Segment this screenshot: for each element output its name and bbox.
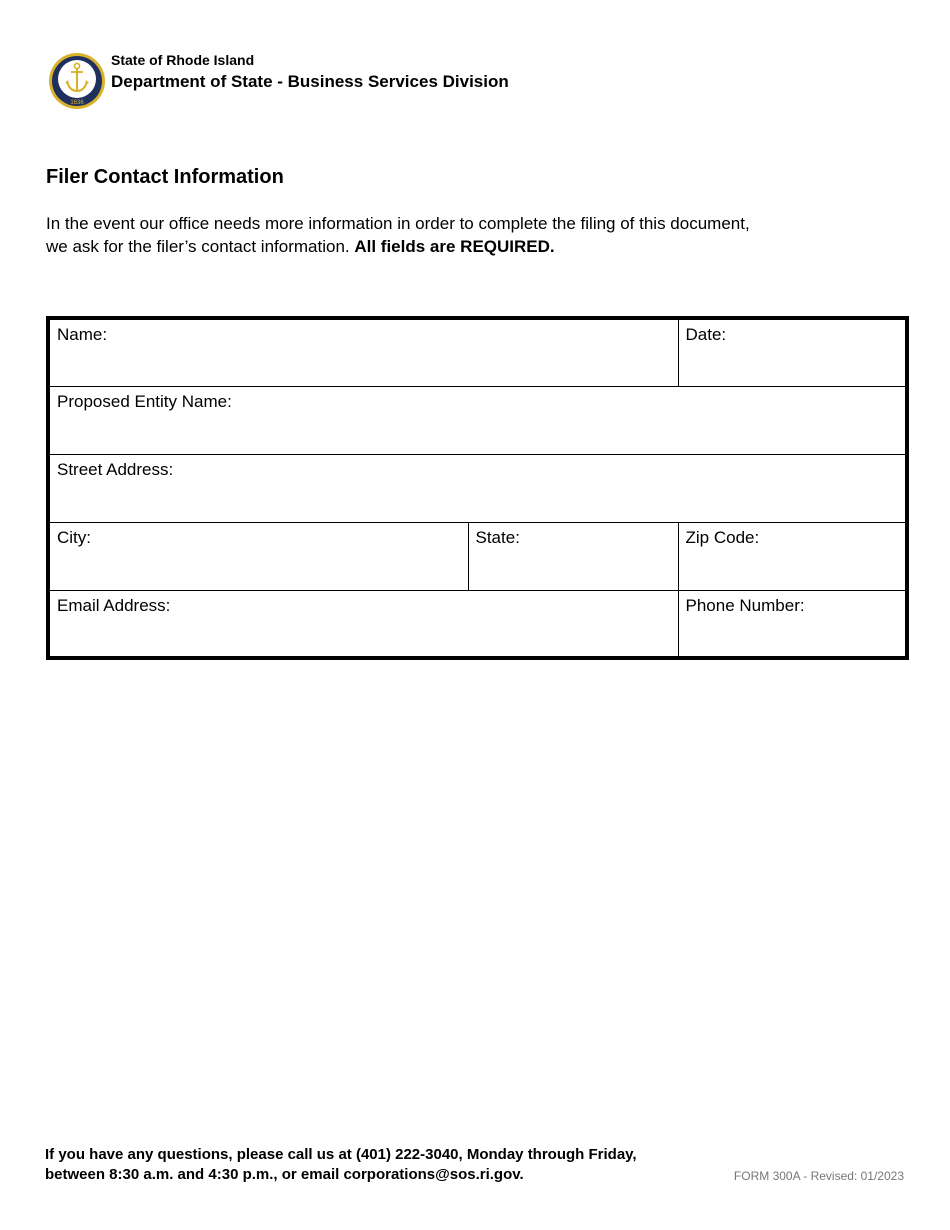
- form-row-name: [48, 318, 907, 386]
- intro-text: In the event our office needs more information in order to complete the filing of this document, we ask for the filer’s contact information.: [46, 214, 750, 256]
- department-name: Department of State - Business Services Division: [111, 72, 509, 91]
- form-row-city: [48, 522, 907, 590]
- seal-year: 1636: [70, 100, 84, 106]
- name-field[interactable]: [48, 318, 678, 386]
- page-header: [48, 52, 509, 110]
- state-label: State:: [475, 527, 520, 547]
- entity-name-label: Proposed Entity Name:: [57, 391, 232, 411]
- footer-contact-note: [45, 1145, 685, 1185]
- form-row-contact: [48, 590, 907, 658]
- page-title: Filer Contact Information: [46, 166, 284, 188]
- zip-code-field[interactable]: [678, 522, 907, 590]
- form-row-entity: [48, 386, 907, 454]
- email-address-field[interactable]: [48, 590, 678, 658]
- street-address-field[interactable]: [48, 454, 907, 522]
- date-label: Date:: [685, 325, 727, 344]
- footer-line-1: If you have any questions, please call us at (401) 222-3040, Monday through Friday,: [45, 1146, 637, 1163]
- city-label: City:: [57, 527, 91, 547]
- street-address-label: Street Address:: [57, 459, 174, 479]
- zip-code-label: Zip Code:: [685, 527, 760, 547]
- state-seal-anchor-icon: [48, 52, 106, 110]
- entity-name-field[interactable]: [48, 386, 907, 454]
- header-text: [111, 52, 509, 92]
- form-row-street: [48, 454, 907, 522]
- email-address-label: Email Address:: [57, 595, 171, 615]
- state-field[interactable]: [468, 522, 678, 590]
- footer-line-2: between 8:30 a.m. and 4:30 p.m., or email corporations@sos.ri.gov.: [45, 1166, 524, 1183]
- name-label: Name:: [57, 325, 108, 344]
- contact-form-table: [46, 316, 909, 660]
- city-field[interactable]: [48, 522, 468, 590]
- required-notice: All fields are REQUIRED.: [354, 237, 555, 256]
- intro-paragraph: [46, 212, 766, 258]
- date-field[interactable]: [678, 318, 907, 386]
- phone-number-label: Phone Number:: [685, 595, 805, 615]
- phone-number-field[interactable]: [678, 590, 907, 658]
- form-revision-id: FORM 300A - Revised: 01/2023: [733, 1169, 904, 1183]
- state-name: State of Rhode Island: [111, 52, 255, 68]
